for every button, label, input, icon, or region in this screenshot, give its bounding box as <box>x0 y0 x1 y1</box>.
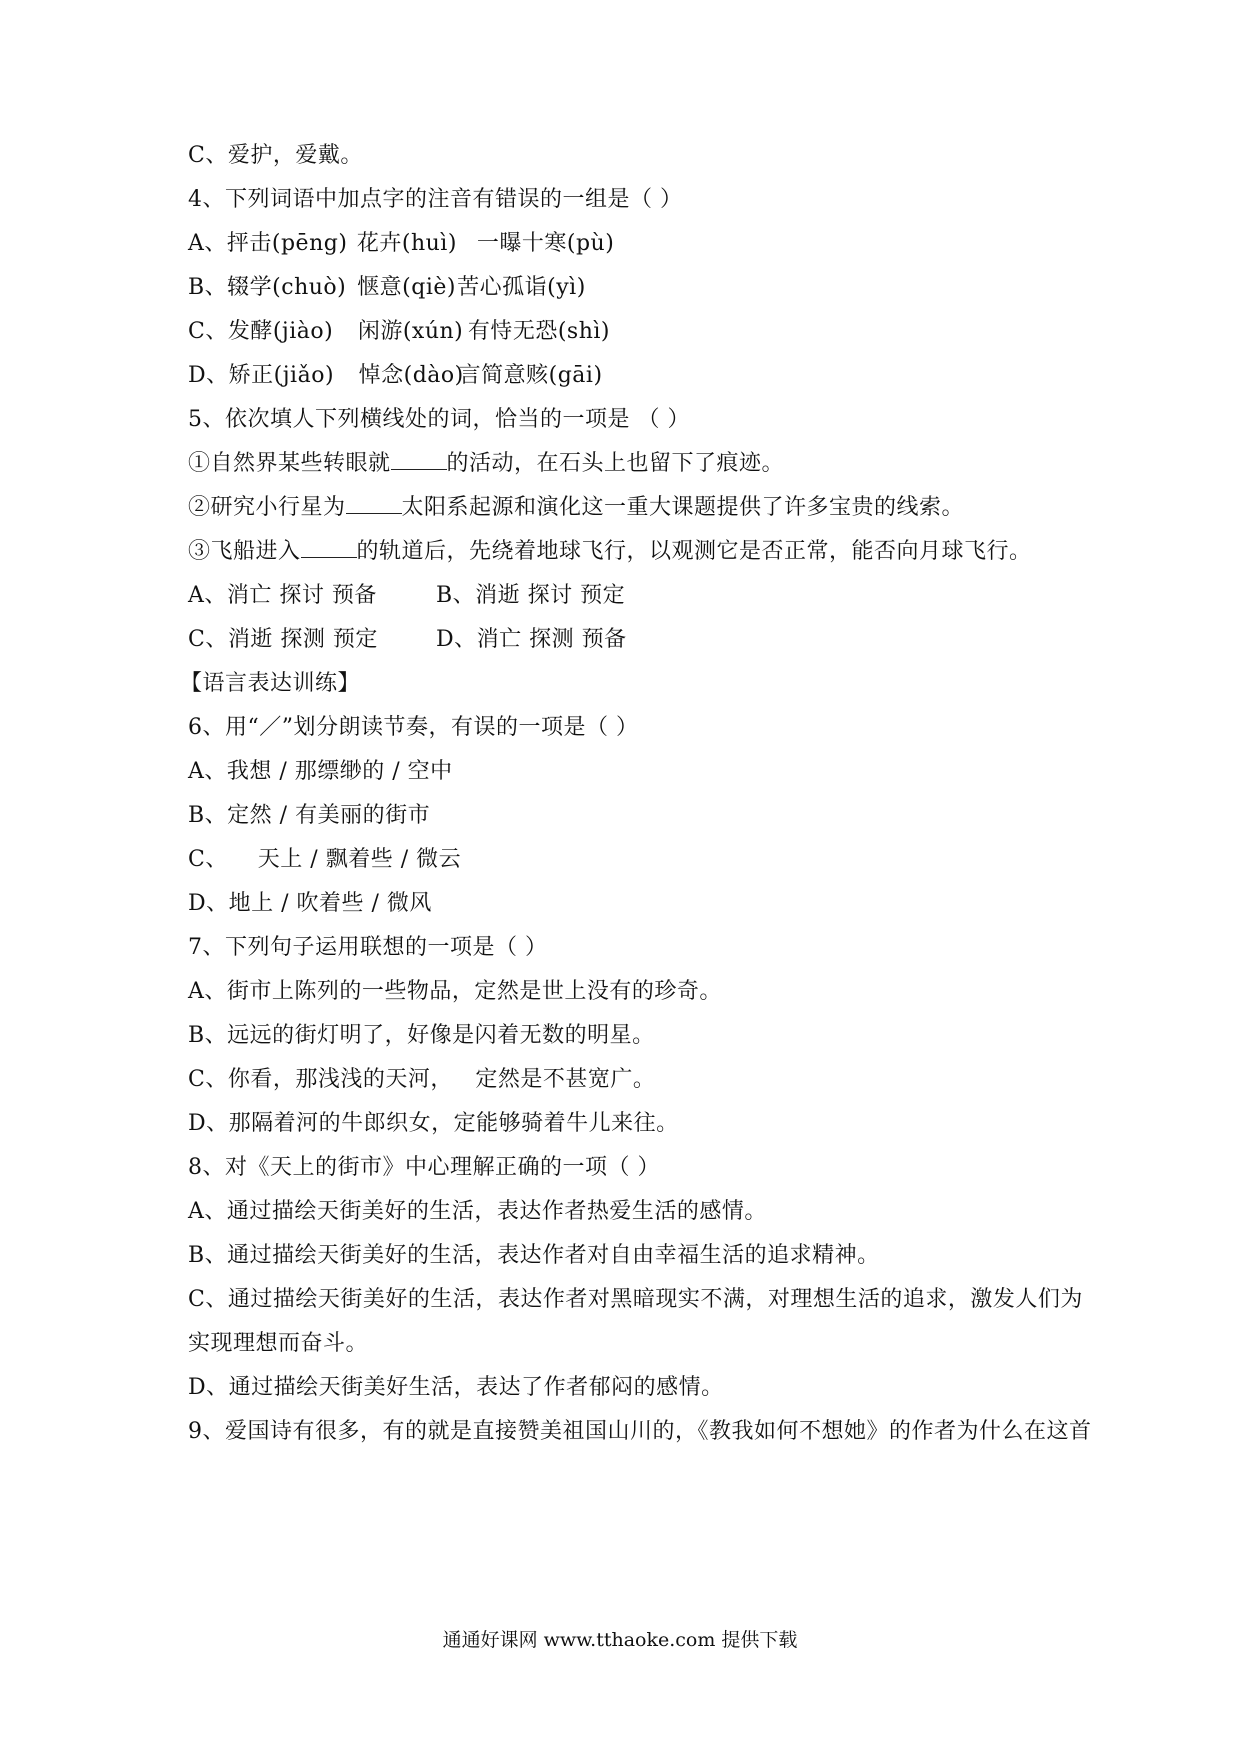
q7-option-b: B、远远的街灯明了，好像是闪着无数的明星。 <box>188 1023 655 1048</box>
q6-option-a: A、我想 / 那缥缈的 / 空中 <box>188 759 453 784</box>
sentence-part: ②研究小行星为 <box>188 495 346 520</box>
q9-stem: 9、爱国诗有很多，有的就是直接赞美祖国山川的，《教我如何不想她》的作者为什么在这首 <box>188 1419 1092 1444</box>
sentence-part: 太阳系起源和演化这一重大课题提供了许多宝贵的线索。 <box>401 495 965 520</box>
option-label: C、 <box>188 319 228 344</box>
q6-option-c: C、 天上 / 飘着些 / 微云 <box>188 847 462 872</box>
q7-stem: 7、下列句子运用联想的一项是（ ） <box>188 935 548 960</box>
word-2: 惬意(qiè) <box>357 275 456 300</box>
page-footer: 通通好课网 www.tthaoke.com 提供下载 <box>442 1629 798 1651</box>
q5-stem: 5、依次填人下列横线处的词，恰当的一项是 （ ） <box>188 407 690 432</box>
q6-option-b: B、定然 / 有美丽的街市 <box>188 803 431 828</box>
q5-option-d: D、消亡 探测 预备 <box>436 627 627 652</box>
q5-option-c: C、消逝 探测 预定 <box>188 627 378 652</box>
q6-option-d: D、地上 / 吹着些 / 微风 <box>188 891 432 916</box>
q4-option-c <box>188 316 610 348</box>
q5-options-row-2 <box>188 624 788 656</box>
q5-options-row-1 <box>188 580 788 612</box>
word-1: 发酵(jiào) <box>227 319 334 344</box>
word-1: 辍学(chuò) <box>227 275 347 300</box>
word-2: 悼念(dào) <box>358 363 464 388</box>
q5-sentence-2 <box>188 492 964 524</box>
word-1: 抨击(pēng) <box>226 231 348 256</box>
word-3: 苦心孤诣(yì) <box>457 275 586 300</box>
q8-option-d: D、通过描绘天街美好生活，表达了作者郁闷的感情。 <box>188 1375 724 1400</box>
q8-stem: 8、对《天上的街市》中心理解正确的一项（ ） <box>188 1155 660 1180</box>
word-3: 一曝十寒(pù) <box>476 231 615 256</box>
word-3: 有恃无恐(shì) <box>467 319 611 344</box>
q7-option-a: A、街市上陈列的一些物品，定然是世上没有的珍奇。 <box>188 979 722 1004</box>
sentence-part: ③飞船进入 <box>188 539 301 564</box>
sentence-part: ①自然界某些转眼就 <box>188 451 391 476</box>
q8-option-a: A、通过描绘天街美好的生活，表达作者热爱生活的感情。 <box>188 1199 767 1224</box>
q5-option-b: B、消逝 探讨 预定 <box>436 583 626 608</box>
q8-option-b: B、通过描绘天街美好的生活，表达作者对自由幸福生活的追求精神。 <box>188 1243 880 1268</box>
q7-option-c: C、你看，那浅浅的天河， 定然是不甚宽广。 <box>188 1067 656 1092</box>
q4-option-b <box>188 272 586 304</box>
q7-option-d: D、那隔着河的牛郎织女，定能够骑着牛儿来往。 <box>188 1111 679 1136</box>
q4-option-a <box>188 228 614 260</box>
word-3: 言简意赅(gāi) <box>458 363 603 388</box>
fill-blank <box>301 539 357 558</box>
option-label: A、 <box>188 231 227 256</box>
q8-option-c-continued: 实现理想而奋斗。 <box>188 1331 369 1356</box>
q4-option-d <box>188 360 603 392</box>
sentence-part: 的活动，在石头上也留下了痕迹。 <box>446 451 785 476</box>
sentence-part: 的轨道后，先绕着地球飞行，以观测它是否正常，能否向月球飞行。 <box>356 539 1032 564</box>
word-2: 花卉(huì) <box>356 231 457 256</box>
q3-option-c: C、爱护，爱戴。 <box>188 143 363 168</box>
option-label: B、 <box>188 275 228 300</box>
fill-blank <box>346 495 402 514</box>
q5-sentence-3 <box>188 536 1032 568</box>
q8-option-c: C、通过描绘天街美好的生活，表达作者对黑暗现实不满，对理想生活的追求，激发人们为 <box>188 1287 1083 1312</box>
fill-blank <box>391 451 447 470</box>
q4-stem: 4、下列词语中加点字的注音有错误的一组是（ ） <box>188 187 683 212</box>
q5-option-a: A、消亡 探讨 预备 <box>188 583 377 608</box>
q5-sentence-1 <box>188 448 784 480</box>
word-1: 矫正(jiǎo) <box>228 363 335 388</box>
q6-stem: 6、用“／”划分朗读节奏，有误的一项是（ ） <box>188 715 639 740</box>
word-2: 闲游(xún) <box>357 319 464 344</box>
section-heading: 【语言表达训练】 <box>180 671 361 696</box>
option-label: D、 <box>188 363 229 388</box>
